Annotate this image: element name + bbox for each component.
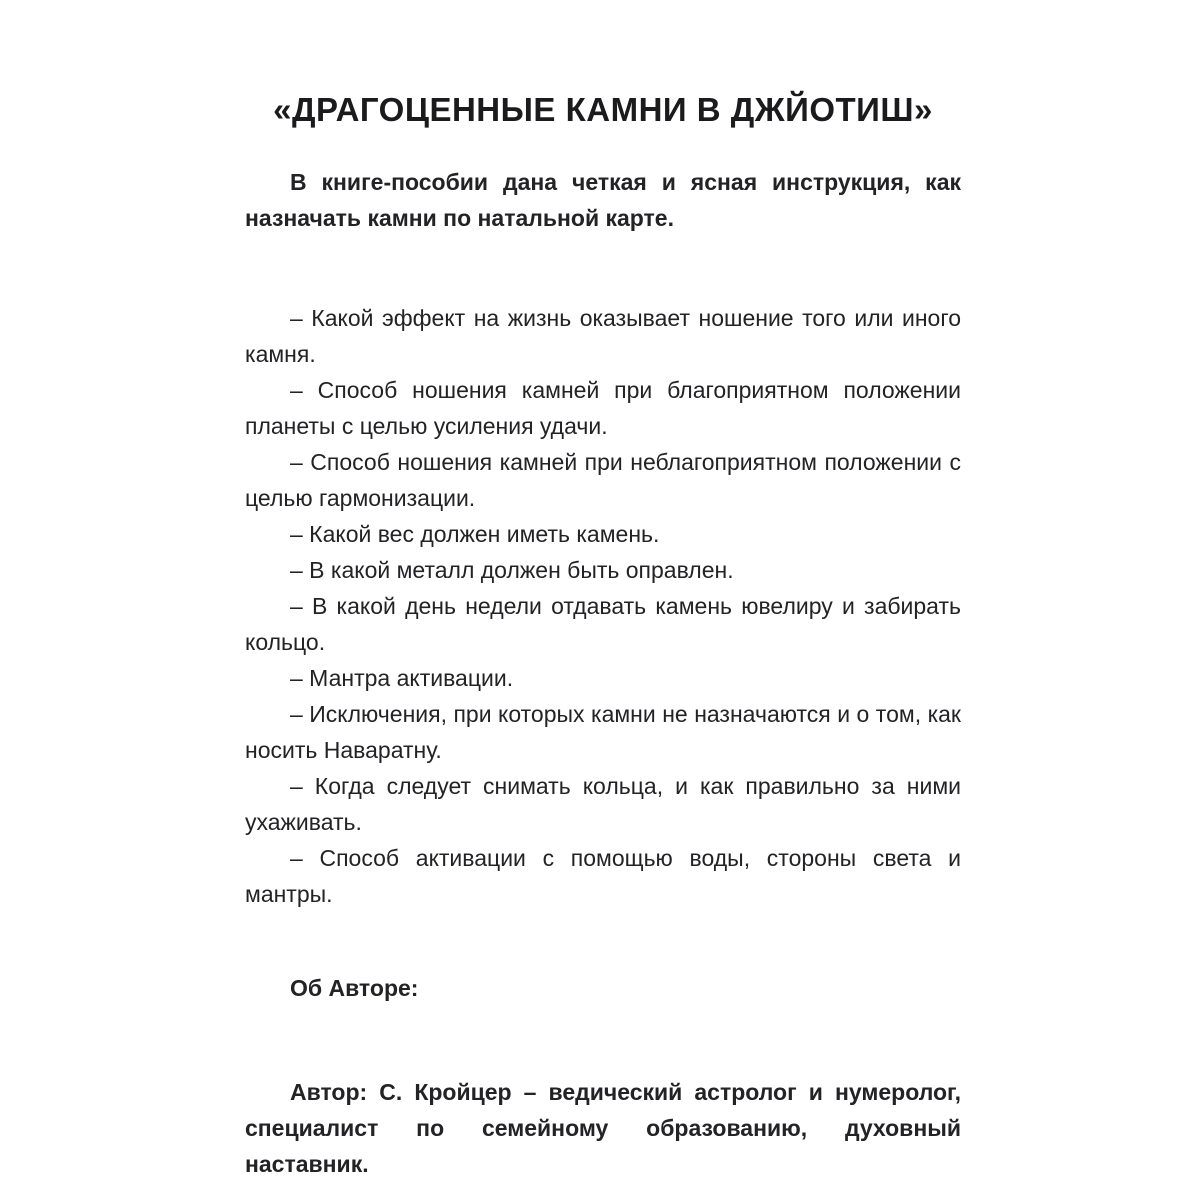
document-page bbox=[245, 0, 961, 1182]
list-item: – Какой вес должен иметь камень. bbox=[290, 521, 660, 547]
list-item: – Способ ношения камней при благоприятном положении планеты с целью усиления удачи. bbox=[245, 377, 961, 439]
list-item: – В какой день недели отдавать камень ювелиру и забирать кольцо. bbox=[245, 593, 961, 655]
page-title: «ДРАГОЦЕННЫЕ КАМНИ В ДЖЙОТИШ» bbox=[273, 91, 933, 128]
list-item: – Способ ношения камней при неблагоприятном положении с целью гармонизации. bbox=[245, 449, 961, 511]
about-author-heading: Об Авторе: bbox=[290, 975, 419, 1001]
list-item: – Мантра активации. bbox=[290, 665, 514, 691]
author-paragraph: Автор: С. Кройцер – ведический астролог и нумеролог, специалист по семейному образованию, духовный наставник. bbox=[245, 1079, 961, 1177]
intro-paragraph: В книге-пособии дана четкая и ясная инструкция, как назначать камни по натальной карте. bbox=[245, 169, 961, 231]
feature-list bbox=[245, 300, 961, 912]
list-item: – В какой металл должен быть оправлен. bbox=[290, 557, 734, 583]
list-item: – Способ активации с помощью воды, стороны света и мантры. bbox=[245, 845, 961, 907]
list-item: – Какой эффект на жизнь оказывает ношение того или иного камня. bbox=[245, 305, 961, 367]
list-item: – Исключения, при которых камни не назначаются и о том, как носить Наваратну. bbox=[245, 701, 961, 763]
list-item: – Когда следует снимать кольца, и как правильно за ними ухаживать. bbox=[245, 773, 961, 835]
